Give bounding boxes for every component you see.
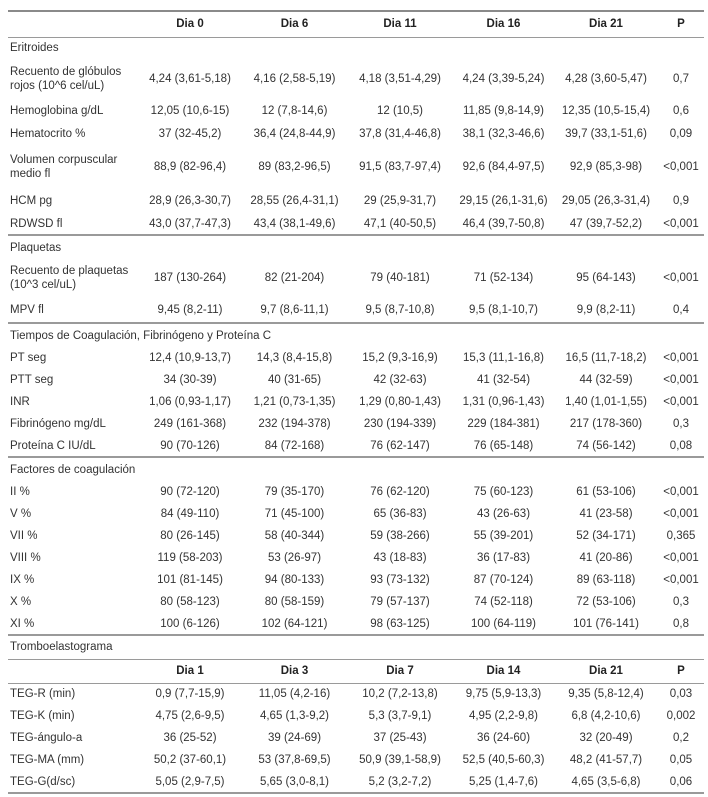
value-cell: 94 (80-133) [264, 574, 325, 586]
table-row [8, 569, 704, 591]
p-value-cell: 0,03 [669, 688, 693, 701]
value-cell: 98 (63-125) [347, 613, 453, 635]
value-cell: 50,9 (39,1-58,9) [359, 754, 441, 766]
header-empty-cell [8, 659, 138, 683]
row-label: Proteína C IU/dL [8, 435, 138, 457]
row-label: VII % [10, 530, 38, 542]
value-cell: 29,15 (26,1-31,6) [459, 195, 548, 207]
column-header: Dia 7 [347, 659, 453, 683]
table-row [8, 99, 704, 123]
value-cell: 4,75 (2,6-9,5) [155, 710, 225, 722]
table-row [8, 683, 704, 705]
p-value-cell: <0,001 [663, 161, 699, 173]
value-cell: 50,2 (37-60,1) [153, 754, 227, 766]
value-cell: 41 (32-54) [476, 374, 531, 386]
value-cell: 46,4 (39,7-50,8) [453, 213, 554, 235]
value-cell: 90 (72-120) [160, 486, 220, 498]
value-cell: 43 (26-63) [476, 508, 531, 520]
value-cell: 41 (20-86) [579, 552, 633, 564]
table-row [8, 435, 704, 457]
table-row [8, 123, 704, 145]
row-label: Volumen corpuscular medio fl [10, 154, 118, 180]
value-cell: 9,35 (5,8-12,4) [568, 688, 644, 701]
table-row [8, 189, 704, 213]
value-cell: 5,3 (3,7-9,1) [368, 710, 432, 722]
p-value-cell: 0,3 [673, 418, 689, 430]
row-label: HCM pg [10, 195, 53, 207]
value-cell: 217 (178-360) [569, 418, 643, 430]
value-cell: 84 (72-168) [242, 435, 347, 457]
row-label: X % [10, 596, 32, 608]
value-cell: 1,31 (0,96-1,43) [462, 396, 545, 408]
column-header: Dia 14 [453, 659, 554, 683]
value-cell: 119 (58-203) [157, 552, 223, 564]
value-cell: 95 (64-143) [576, 272, 636, 284]
value-cell: 80 (26-145) [160, 530, 220, 542]
value-cell: 12 (10,5) [376, 105, 424, 117]
section-title: Plaquetas [10, 241, 62, 254]
table-row [8, 503, 704, 525]
value-cell: 4,18 (3,51-4,29) [359, 73, 441, 85]
p-value-cell: 0,4 [658, 297, 704, 323]
value-cell: 48,2 (41-57,7) [569, 754, 643, 766]
row-label: Hemoglobina g/dL [10, 105, 104, 117]
value-cell: 92,9 (85,3-98) [569, 161, 643, 173]
value-cell: 37,8 (31,4-46,8) [359, 128, 441, 140]
column-header: Dia 16 [453, 11, 554, 37]
value-cell: 65 (36-83) [373, 508, 427, 520]
row-label: TEG-R (min) [10, 688, 76, 701]
row-label: TEG-K (min) [10, 710, 75, 722]
p-value-cell: <0,001 [663, 396, 699, 408]
value-cell: 89 (83,2-96,5) [258, 161, 331, 173]
value-cell: 249 (161-368) [153, 418, 227, 430]
value-cell: 47,1 (40-50,5) [347, 213, 453, 235]
value-cell: 12,05 (10,6-15) [150, 105, 230, 117]
row-label: PT seg [10, 352, 47, 364]
value-cell: 43 (18-83) [373, 552, 427, 564]
column-header: Dia 1 [138, 659, 242, 683]
value-cell: 10,2 (7,2-13,8) [362, 688, 438, 701]
value-cell: 72 (53-106) [576, 596, 636, 608]
value-cell: 87 (70-124) [473, 574, 534, 586]
value-cell: 36 (24-60) [476, 732, 531, 744]
value-cell: 100 (64-119) [453, 613, 554, 635]
table-row [8, 749, 704, 771]
p-value-cell: <0,001 [663, 574, 699, 586]
column-header: Dia 3 [242, 659, 347, 683]
value-cell: 12,35 (10,5-15,4) [561, 105, 651, 117]
value-cell: 4,24 (3,39-5,24) [462, 73, 545, 85]
teg-header-row [8, 659, 704, 683]
p-value-cell: 0,7 [673, 73, 689, 85]
p-value-cell: 0,9 [673, 195, 689, 207]
column-header: Dia 21 [554, 11, 658, 37]
column-header: Dia 0 [138, 11, 242, 37]
value-cell: 100 (6-126) [138, 613, 242, 635]
value-cell: 230 (194-339) [363, 418, 437, 430]
value-cell: 79 (35-170) [264, 486, 325, 498]
row-label: RDWSD fl [8, 213, 138, 235]
value-cell: 82 (21-204) [264, 272, 325, 284]
table-header-row [8, 11, 704, 37]
table-row [8, 481, 704, 503]
value-cell: 34 (30-39) [163, 374, 217, 386]
value-cell: 101 (81-145) [157, 574, 223, 586]
value-cell: 4,65 (1,3-9,2) [259, 710, 330, 722]
value-cell: 89 (63-118) [576, 574, 636, 586]
value-cell: 12 (7,8-14,6) [261, 105, 328, 117]
row-label: VIII % [10, 552, 41, 564]
row-label: TEG-ángulo-a [10, 732, 83, 744]
p-value-cell: 0,365 [666, 530, 696, 542]
table-row [8, 413, 704, 435]
value-cell: 4,65 (3,5-6,8) [554, 771, 658, 793]
value-cell: 74 (56-142) [554, 435, 658, 457]
results-table [8, 10, 704, 794]
value-cell: 28,55 (26,4-31,1) [250, 195, 339, 207]
table-row [8, 213, 704, 235]
value-cell: 9,45 (8,2-11) [138, 297, 242, 323]
value-cell: 229 (184-381) [467, 418, 540, 430]
column-header: P [658, 659, 704, 683]
value-cell: 36 (17-83) [476, 552, 531, 564]
value-cell: 37 (25-43) [373, 732, 427, 744]
p-value-cell: 0,09 [669, 128, 693, 140]
value-cell: 5,2 (3,2-7,2) [347, 771, 453, 793]
header-empty-cell [8, 11, 138, 37]
value-cell: 12,4 (10,9-13,7) [149, 352, 231, 364]
p-value-cell: 0,6 [673, 105, 689, 117]
value-cell: 90 (70-126) [138, 435, 242, 457]
section-header-row [8, 37, 704, 59]
value-cell: 29 (25,9-31,7) [363, 195, 437, 207]
value-cell: 15,2 (9,3-16,9) [362, 352, 438, 364]
value-cell: 11,05 (4,2-16) [258, 688, 331, 701]
table-row [8, 391, 704, 413]
value-cell: 88,9 (82-96,4) [153, 161, 227, 173]
p-value-cell: <0,001 [663, 272, 699, 284]
value-cell: 32 (20-49) [579, 732, 633, 744]
column-header: Dia 11 [347, 11, 453, 37]
value-cell: 79 (40-181) [370, 272, 430, 284]
row-label: MPV fl [8, 297, 138, 323]
row-label: INR [10, 396, 30, 408]
value-cell: 102 (64-121) [242, 613, 347, 635]
table-row [8, 525, 704, 547]
row-label: TEG-G(d/sc) [8, 771, 138, 793]
value-cell: 40 (31-65) [267, 374, 322, 386]
table-row [8, 347, 704, 369]
p-value-cell: 0,8 [658, 613, 704, 635]
value-cell: 39 (24-69) [267, 732, 322, 744]
value-cell: 38,1 (32,3-46,6) [462, 128, 545, 140]
section-header-row [8, 457, 704, 481]
section-header-row [8, 235, 704, 259]
value-cell: 71 (52-134) [473, 272, 534, 284]
row-label: Recuento de plaquetas (10^3 cel/uL) [10, 265, 129, 291]
column-header: Dia 6 [242, 11, 347, 37]
table-row [8, 771, 704, 793]
value-cell: 76 (65-148) [453, 435, 554, 457]
table-row [8, 369, 704, 391]
p-value-cell: <0,001 [658, 213, 704, 235]
column-header: Dia 21 [554, 659, 658, 683]
value-cell: 74 (52-118) [474, 596, 533, 608]
section-header-row [8, 323, 704, 347]
section-header-row [8, 635, 704, 659]
value-cell: 91,5 (83,7-97,4) [359, 161, 441, 173]
value-cell: 11,85 (9,8-14,9) [463, 105, 544, 117]
value-cell: 1,21 (0,73-1,35) [253, 396, 336, 408]
row-label: V % [10, 508, 32, 520]
value-cell: 232 (194-378) [258, 418, 331, 430]
value-cell: 58 (40-344) [264, 530, 325, 542]
row-label: Recuento de glóbulos rojos (10^6 cel/uL) [10, 66, 122, 92]
value-cell: 42 (32-63) [373, 374, 427, 386]
value-cell: 5,25 (1,4-7,6) [453, 771, 554, 793]
row-label: Hematocrito % [10, 128, 86, 140]
value-cell: 9,7 (8,6-11,1) [242, 297, 347, 323]
value-cell: 1,40 (1,01-1,55) [565, 396, 647, 408]
p-value-cell: <0,001 [663, 508, 699, 520]
table-row [8, 613, 704, 635]
value-cell: 5,05 (2,9-7,5) [138, 771, 242, 793]
row-label: TEG-MA (mm) [10, 754, 85, 766]
column-header: P [658, 11, 704, 37]
value-cell: 52 (34-171) [576, 530, 636, 542]
row-label: IX % [10, 574, 35, 586]
p-value-cell: <0,001 [663, 486, 699, 498]
value-cell: 55 (39-201) [473, 530, 534, 542]
value-cell: 76 (62-147) [347, 435, 453, 457]
value-cell: 187 (130-264) [153, 272, 227, 284]
table-row [8, 705, 704, 727]
value-cell: 59 (38-266) [370, 530, 430, 542]
p-value-cell: <0,001 [663, 552, 699, 564]
table-row [8, 145, 704, 189]
value-cell: 76 (62-120) [370, 486, 430, 498]
value-cell: 92,6 (84,4-97,5) [462, 161, 545, 173]
value-cell: 52,5 (40,5-60,3) [462, 754, 545, 766]
p-value-cell: 0,08 [658, 435, 704, 457]
p-value-cell: 0,002 [666, 710, 696, 722]
value-cell: 29,05 (26,3-31,4) [561, 195, 651, 207]
value-cell: 4,28 (3,60-5,47) [565, 73, 647, 85]
value-cell: 4,95 (2,2-9,8) [468, 710, 539, 722]
value-cell: 44 (32-59) [579, 374, 633, 386]
section-title: Eritroides [10, 42, 59, 55]
value-cell: 37 (32-45,2) [158, 128, 222, 140]
value-cell: 36,4 (24,8-44,9) [253, 128, 336, 140]
row-label: PTT seg [10, 374, 54, 386]
value-cell: 0,9 (7,7-15,9) [155, 688, 225, 701]
value-cell: 14,3 (8,4-15,8) [256, 352, 333, 364]
value-cell: 80 (58-123) [160, 596, 220, 608]
value-cell: 43,4 (38,1-49,6) [242, 213, 347, 235]
p-value-cell: 0,06 [658, 771, 704, 793]
value-cell: 75 (60-123) [473, 486, 534, 498]
value-cell: 80 (58-159) [264, 596, 325, 608]
value-cell: 1,29 (0,80-1,43) [359, 396, 441, 408]
p-value-cell: <0,001 [663, 352, 699, 364]
value-cell: 61 (53-106) [576, 486, 636, 498]
value-cell: 9,9 (8,2-11) [554, 297, 658, 323]
section-title: Tiempos de Coagulación, Fibrinógeno y Proteína C [10, 329, 272, 342]
value-cell: 1,06 (0,93-1,17) [149, 396, 231, 408]
value-cell: 47 (39,7-52,2) [554, 213, 658, 235]
value-cell: 9,5 (8,1-10,7) [453, 297, 554, 323]
value-cell: 15,3 (11,1-16,8) [463, 352, 544, 364]
p-value-cell: 0,3 [673, 596, 689, 608]
table-row [8, 297, 704, 323]
value-cell: 93 (73-132) [370, 574, 430, 586]
value-cell: 79 (57-137) [370, 596, 430, 608]
value-cell: 41 (23-58) [579, 508, 633, 520]
value-cell: 9,5 (8,7-10,8) [347, 297, 453, 323]
value-cell: 6,8 (4,2-10,6) [571, 710, 641, 722]
value-cell: 28,9 (26,3-30,7) [149, 195, 231, 207]
value-cell: 36 (25-52) [163, 732, 217, 744]
value-cell: 4,16 (2,58-5,19) [253, 73, 336, 85]
table-row [8, 59, 704, 99]
table-row [8, 259, 704, 297]
row-label: XI % [8, 613, 138, 635]
p-value-cell: 0,05 [669, 754, 693, 766]
value-cell: 43,0 (37,7-47,3) [138, 213, 242, 235]
section-title: Factores de coagulación [10, 463, 136, 476]
table-row [8, 547, 704, 569]
p-value-cell: <0,001 [663, 374, 699, 386]
value-cell: 39,7 (33,1-51,6) [565, 128, 647, 140]
section-title: Tromboelastograma [8, 635, 704, 659]
value-cell: 71 (45-100) [264, 508, 325, 520]
table-row [8, 591, 704, 613]
p-value-cell: 0,2 [673, 732, 689, 744]
value-cell: 4,24 (3,61-5,18) [149, 73, 231, 85]
row-label: II % [10, 486, 30, 498]
value-cell: 16,5 (11,7-18,2) [565, 352, 647, 364]
value-cell: 5,65 (3,0-8,1) [242, 771, 347, 793]
row-label: Fibrinógeno mg/dL [10, 418, 106, 430]
value-cell: 84 (49-110) [160, 508, 220, 520]
value-cell: 53 (26-97) [267, 552, 322, 564]
value-cell: 101 (76-141) [554, 613, 658, 635]
table-row [8, 727, 704, 749]
value-cell: 53 (37,8-69,5) [258, 754, 331, 766]
value-cell: 9,75 (5,9-13,3) [465, 688, 542, 701]
